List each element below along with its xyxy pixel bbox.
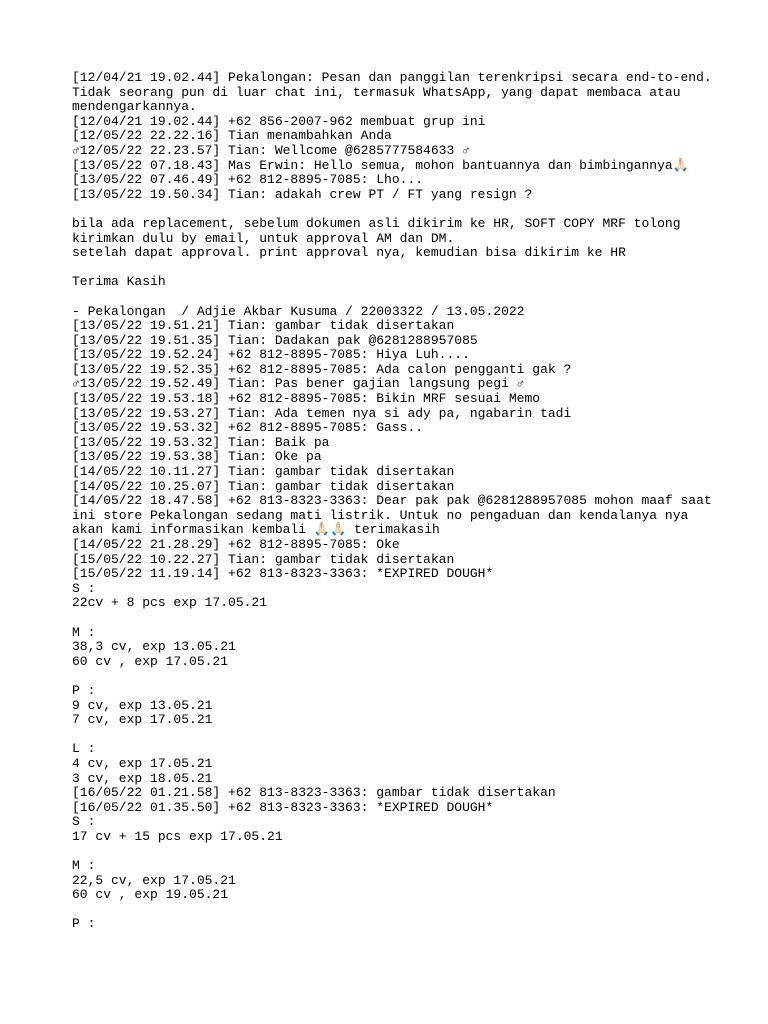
transcript-line: Terima Kasih xyxy=(72,274,166,290)
blank-line xyxy=(72,261,752,276)
chat-transcript-document xyxy=(72,71,752,932)
transcript-line: [14/05/22 10.25.07] Tian: gambar tidak disertakan xyxy=(72,478,455,494)
transcript-line: 7 cv, exp 17.05.21 xyxy=(72,712,213,728)
transcript-line: M : xyxy=(72,624,96,640)
transcript-line: [14/05/22 21.28.29] +62 812-8895-7085: Oke xyxy=(72,537,400,552)
blank-line xyxy=(72,611,752,626)
transcript-line: L : xyxy=(72,741,96,757)
transcript-line: [13/05/22 19.53.32] +62 812-8895-7085: Gass.. xyxy=(72,420,424,436)
transcript-line: ♂12/05/22 22.23.57] Tian: Wellcome @6285777584633 ♂ xyxy=(72,142,470,158)
transcript-line: 9 cv, exp 13.05.21 xyxy=(72,697,213,713)
transcript-line: ini store Pekalongan sedang mati listrik. Untuk no pengaduan dan kendalanya nya xyxy=(72,507,689,523)
transcript-line: [13/05/22 19.51.35] Tian: Dadakan pak @6281288957085 xyxy=(72,332,478,348)
transcript-line: [13/05/22 19.53.18] +62 812-8895-7085: Bikin MRF sesuai Memo xyxy=(72,391,541,407)
transcript-line: 60 cv , exp 19.05.21 xyxy=(72,887,229,903)
transcript-line: [13/05/22 19.53.27] Tian: Ada temen nya si ady pa, ngabarin tadi xyxy=(72,405,572,421)
transcript-line: [13/05/22 07.46.49] +62 812-8895-7085: Lho... xyxy=(72,172,424,188)
transcript-line: 4 cv, exp 17.05.21 xyxy=(72,755,213,771)
transcript-line: setelah dapat approval. print approval nya, kemudian bisa dikirim ke HR xyxy=(72,245,626,261)
transcript-line: 22cv + 8 pcs exp 17.05.21 xyxy=(72,595,268,611)
blank-line xyxy=(72,844,752,859)
transcript-line: S : xyxy=(72,814,96,830)
transcript-line: ♂13/05/22 19.52.49] Tian: Pas bener gajian langsung pegi ♂ xyxy=(72,376,525,392)
transcript-line: [12/04/21 19.02.44] +62 856-2007-962 membuat grup ini xyxy=(72,113,486,129)
transcript-line: 22,5 cv, exp 17.05.21 xyxy=(72,872,236,888)
transcript-line: [13/05/22 19.50.34] Tian: adakah crew PT / FT yang resign ? xyxy=(72,186,533,202)
transcript-line: [15/05/22 11.19.14] +62 813-8323-3363: *EXPIRED DOUGH* xyxy=(72,566,494,582)
blank-line xyxy=(72,728,752,743)
transcript-line: 38,3 cv, exp 13.05.21 xyxy=(72,639,236,655)
transcript-line: 3 cv, exp 18.05.21 xyxy=(72,770,213,786)
blank-line xyxy=(72,669,752,684)
transcript-line: [13/05/22 19.53.32] Tian: Baik pa xyxy=(72,434,330,450)
transcript-line: [16/05/22 01.21.58] +62 813-8323-3363: gambar tidak disertakan xyxy=(72,785,556,801)
transcript-line: bila ada replacement, sebelum dokumen asli dikirim ke HR, SOFT COPY MRF tolong xyxy=(72,215,681,231)
transcript-line: akan kami informasikan kembali 🙏🏻🙏🏻 terimakasih xyxy=(72,522,440,538)
transcript-line: [14/05/22 10.11.27] Tian: gambar tidak disertakan xyxy=(72,464,455,480)
transcript-line: [14/05/22 18.47.58] +62 813-8323-3363: Dear pak pak @6281288957085 mohon maaf saat xyxy=(72,493,712,509)
transcript-line: [12/05/22 22.22.16] Tian menambahkan Anda xyxy=(72,128,392,144)
transcript-line: 17 cv + 15 pcs exp 17.05.21 xyxy=(72,828,283,844)
transcript-line: 60 cv , exp 17.05.21 xyxy=(72,653,229,669)
transcript-line: [13/05/22 19.51.21] Tian: gambar tidak disertakan xyxy=(72,318,455,334)
transcript-line: M : xyxy=(72,858,96,874)
transcript-line: [13/05/22 19.53.38] Tian: Oke pa xyxy=(72,449,322,465)
transcript-line: - Pekalongan / Adjie Akbar Kusuma / 22003322 / 13.05.2022 xyxy=(72,303,525,319)
transcript-line: S : xyxy=(72,580,96,596)
transcript-line: P : xyxy=(72,682,96,698)
transcript-line: [12/04/21 19.02.44] Pekalongan: Pesan dan panggilan terenkripsi secara end-to-end. xyxy=(72,70,712,85)
transcript-line: P : xyxy=(72,916,96,932)
transcript-line: [15/05/22 10.22.27] Tian: gambar tidak disertakan xyxy=(72,551,455,567)
transcript-line: mendengarkannya. xyxy=(72,99,197,115)
transcript-line: [13/05/22 07.18.43] Mas Erwin: Hello semua, mohon bantuannya dan bimbingannya🙏🏻 xyxy=(72,157,689,173)
transcript-line: [16/05/22 01.35.50] +62 813-8323-3363: *EXPIRED DOUGH* xyxy=(72,799,494,815)
blank-line xyxy=(72,903,752,918)
transcript-line: kirimkan dulu by email, untuk approval AM dan DM. xyxy=(72,230,455,246)
transcript-line: Tidak seorang pun di luar chat ini, termasuk WhatsApp, yang dapat membaca atau xyxy=(72,84,681,100)
blank-line xyxy=(72,290,752,305)
transcript-line: [13/05/22 19.52.24] +62 812-8895-7085: Hiya Luh.... xyxy=(72,347,470,363)
transcript-line: [13/05/22 19.52.35] +62 812-8895-7085: Ada calon pengganti gak ? xyxy=(72,361,572,377)
blank-line xyxy=(72,202,752,217)
